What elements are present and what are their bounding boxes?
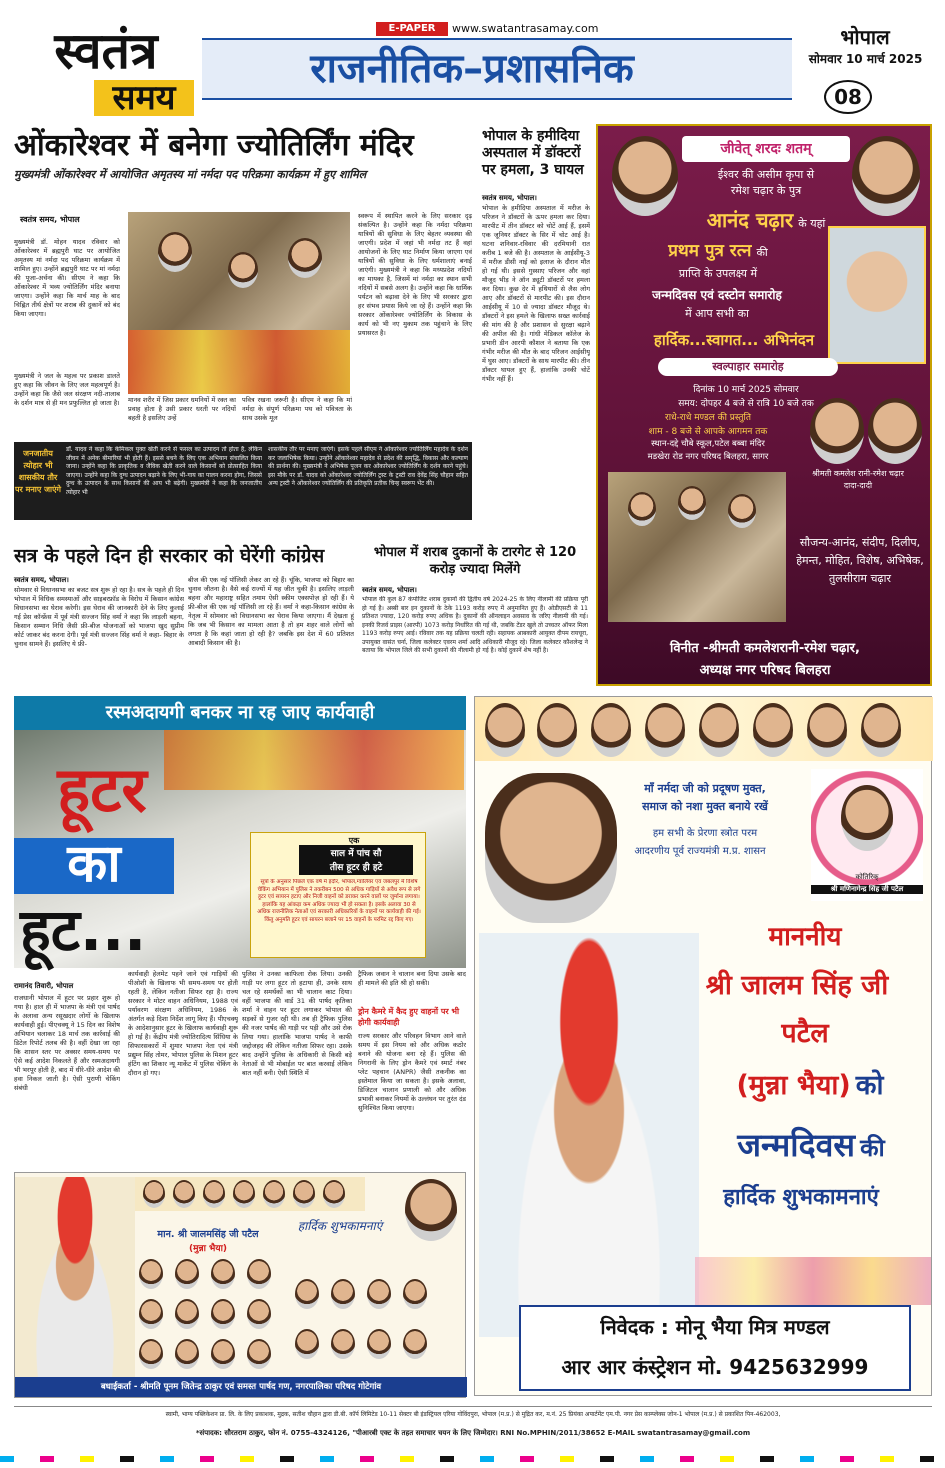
imprint-line2: *संपादक: सौरतराम ठाकुर, फोन नं. 0755-4324126, "पीआरबी एक्ट के तहत समाचार चयन के लिए जिम्मेदार। RNI No.MPHIN/2011/38652 E-MAIL swatantrasamay@gmail.com [195, 1429, 751, 1437]
hooter-byline: रामानंद तिवारी, भोपाल [14, 982, 74, 990]
ad2-flowers [695, 1257, 931, 1305]
ad1-grandparents: श्रीमती कमलेश रानी-रमेश चढ़ार [812, 469, 904, 478]
lead-box-text2: शासकीय तौर पर मनाए जाएंगे। इसके पहले सीएम ने ओंकारेश्वर ज्योतिर्लिंग महादेव के दर्शन कर जलाभिषेक किया। उन्होंने ओंकारेश्वर महादेव से प्रदेश की समृद्धि, विकास और कल्याण की प्रार्थना की। मुख्यमंत्री ने अभिषेक पूजन कर ओंकारेश्वर ज्योतिर्लिंग के दर्शन करने पहुंचे। इस मौके पर डॉ. यादव को ओंकारेश्वर ज्योतिर्लिंग ट्रस्ट के ट्रस्टी राव देवेंद्र सिंह चौहान सहित अन्य ट्रस्टी ने ओंकारेश्वर ज्योतिर्लिंग की प्रतिकृति प्रतीक चिन्ह स्वरूप भेंट की। [268, 446, 468, 487]
hooter-col2: कार्यवाही हेलमेट पहने जाने एवं गाड़ियों की पीओशी के खिलाफ भी समय-समय पर होती रहती है, लेकिन नतीजा सिफर रहा है। राज्य सरकार ने मोटर वाहन अधिनियम, 1988 एवं पर्यावरण संरक्षण अधिनियम, 1986 के अंतर्गत कड़े दिशा निर्देश लागू किए हैं। पीएचक्यू के आदेशानुसार हूटर के खिलाफ कार्यवाही शुरू हो गई है। केंद्रीय मंत्री ज्योतिरादित्य सिंधिया के सिफारसकारों में शुमार भाजपा नेता एवं मंत्री प्रद्युम्न सिंह तोमर, भोपाल पुलिस के मिशन हूटर हंटिंग का शिकार न्यू मार्केट में पुलिस चेकिंग के दौरान हो गए। [128, 970, 238, 1077]
hamidia-byline: स्वतंत्र समय, भोपाल। [482, 194, 537, 202]
ad2-line2: आदरणीय पूर्व राज्यमंत्री म.प्र. शासन [634, 846, 766, 857]
ad3-subtitle: (मुन्ना भैया) [188, 1244, 228, 1254]
ad1-family-photo [608, 472, 786, 622]
jalam-singh-ad[interactable] [474, 696, 932, 1396]
ad2-leaders-row [475, 697, 933, 761]
lead-box-text1: डॉ. यादव ने कहा कि केमिकल युक्त खेती करने से फसल का उत्पादन तो होता है, लेकिन जीवन में अनेक बीमारियां भी होती हैं। इससे बचने के लिए एक अभियान संचालित किया जाना। उन्होंने कहा कि प्राकृतिक व जैविक खेती करने वाले किसानों को प्रोत्साहित किया जाएगा। उन्होंने कहा कि दुग्ध उत्पादन बढ़ाने के लिए भी-गाय का पालन करना होगा, जिससे दुग्ध के उत्पादन के साथ किसानों की आय भी बढ़ेगी। मुख्यमंत्री ने कहा कि जनजातीय त्योहार भी [66, 446, 262, 496]
ad1-details2: समय: दोपहर 4 बजे से रात्रि 10 बजे तक [678, 399, 814, 409]
ad3-footer: बधाईकर्ता - श्रीमति पूनम जितेन्द्र ठाकुर एवं समस्त पार्षद गण, नगरपालिका परिषद गोटेगांव [15, 1377, 467, 1397]
lead-col3: पवित्र रखना जरूरी है। सीएम ने कहा कि मां नर्मदा के संपूर्ण परिक्रमा पथ को पवित्रता के साथ उसके मूल [242, 396, 352, 422]
ad1-line6: में आप सभी का [685, 307, 749, 320]
ad2-footer1: निवेदक : मोनू भैया मित्र मण्डल [600, 1315, 830, 1339]
hooter-big3: हूट... [20, 896, 147, 964]
imprint-rule [14, 1406, 932, 1407]
inset-title3: तीस हूटर ही हटे [329, 863, 383, 873]
ad1-father-photo [612, 136, 678, 216]
epaper-badge: E-PAPER [376, 22, 448, 36]
hooter-big2: का [67, 834, 121, 894]
ad2-inset [811, 769, 923, 901]
ad1-grandmother-photo [810, 398, 864, 464]
ad1-topline: जीवेत् शरदः शतम् [682, 136, 850, 162]
hooter-col3: पुलिस ने उनका काफिला रोक लिया। उनकी गाड़ी पर लगा हूटर तो हटाया ही, उनके साथ चल रहे समर्थकों का भी चालान काट दिया। वहीं भाजपा की वार्ड 31 की पार्षद कृतिका शर्मा ने वाहन पर हूटर लगाकर भोपाल की सड़कों से गुजर रही थी। तब ही ट्रैफिक पुलिस की नजर पार्षद की गाड़ी पर पड़ी और उसे रोक लिया गया। हालांकि भाजपा पार्षद ने काफी जद्दोजहद की लेकिन नतीजा सिफर रहा। उसके बाद उन्होंने पुलिस के अधिकारी से किसी बड़े नेताओं से भी मोबाईल पर बात करवाई लेकिन बात नहीं बनी। ऐसी स्थिति में [242, 970, 352, 1077]
lead-subhead: मुख्यमंत्री ओंकारेश्वर में आयोजित अमृतस्य मां नर्मदा पद परिक्रमा कार्यक्रम में हुए शामिल [14, 168, 367, 181]
lead-headline: ओंकारेश्वर में बनेगा ज्योतिर्लिंग मंदिर [14, 128, 414, 163]
date: सोमवार 10 मार्च 2025 [808, 52, 923, 66]
liquor-headline: भोपाल में शराब दुकानों के टारगेट से 120 करोड़ ज्यादा मिलेंगे [373, 545, 577, 577]
ad1-grandfather2-photo [868, 398, 922, 464]
ad1-line3-suffix: की [756, 246, 768, 259]
ad1-details5: स्थान-दद्दे चौबे स्कूल,पटेल बब्बा मंदिर [651, 439, 765, 449]
ad2-name3-suffix: को [855, 1070, 884, 1101]
hooter-col4b: राज्य सरकार और परिवहन विभाग आने वाले समय में इस नियम को और अधिक कठोर बनाने की योजना बना रहे हैं। पुलिस की निगरानी के लिए ड्रोन कैमरे एवं स्मार्ट नंबर प्लेट पहचान (ANPR) जैसी तकनीक का इस्तेमाल किया जा सकता है। इसके अलावा, डिजिटल चालान प्रणाली को और अधिक प्रभावी बनाकर नियमों के उल्लंघन पर तुरंत दंड सुनिश्चित किया जाएगा। [358, 1032, 466, 1112]
ad1-line5: जन्मदिवस एवं दस्टोन समारोह [652, 288, 782, 302]
lead-col1: मुख्यमंत्री डॉ. मोहन यादव रविवार को ओंकारेश्वर में ब्रह्मपुरी घाट पर आयोजित अमृतस्य मां नर्मदा पद परिक्रमा कार्यक्रम में शामिल हुए। उन्होंने ब्रह्मपुरी घाट पर मां नर्मदा की पूजा-अर्चना की। सीएम ने कहा कि ओंकारेश्वर में भव्य ज्योतिर्लिंग मंदिर बनाया जाएगा। उन्होंने कहा कि मार्च माह के बाद चिह्नित तीर्थ क्षेत्रों पर शराब की दुकानें को बंद किया जाएगा। [14, 238, 120, 318]
logo[interactable] [16, 24, 196, 122]
lead-col1b: मुख्यमंत्री ने जल के महत्व पर प्रकाश डालते हुए कहा कि जीवन के लिए जल महत्वपूर्ण है। उन्होंने कहा कि जैसे जल संरक्षण नदी-तालाब के दर्शन मात्र से ही मन प्रफुल्लित हो जाता है। [14, 372, 120, 407]
ad3-title: मान. श्री जालमसिंह जी पटैल [157, 1229, 259, 1240]
ad1-name-suffix: के यहां [798, 217, 826, 230]
ad1-details3: राधे-राधे मण्डल की प्रस्तुति [665, 413, 751, 423]
ad2-slogan1: माँ नर्मदा जी को प्रदूषण मुक्त, [644, 782, 766, 795]
section-title: राजनीतिक–प्रशासनिक [310, 46, 634, 92]
hamidia-body: भोपाल के हमीदिया अस्पताल में मरीज के परिजन ने डॉक्टरों के ऊपर हमला कर दिया। मारपीट में तीन डॉक्टर को चोटें आई हैं, इसमें एक जूनियर डॉक्टर के सिर में चोट आई है। घटना शनिवार-रविवार की दरमियानी रात करीब 1 बजे की है। अस्पताल के आईसीयू-3 में मरीज डीसी नाई को इलाज के दौरान मौत हो गई थी। इससे गुस्साए परिजन और वहां मौजूद भीड़ ने ऑन ड्यूटी डॉक्टरों पर हमला कर दिया। कुछ देर में हथियारों से लैस लोग आए और डॉक्टरों से मारपीट की। इस दौरान आईसीयू में 10 से ज्यादा डॉक्टर मौजूद थे। डॉक्टरों ने इस हमले के खिलाफ सख्त कार्रवाई की मांग की है और प्रशासन से सुरक्षा बढ़ाने की अपील की है। गांधी मेडिकल कॉलेज के प्रभारी डीन आरपी कौशल ने बताया कि एक गंभीर मरीज की मौत के बाद परिजन आईसीयू में घुस आए। डॉक्टरों के साथ मारपीट की। तीन डॉक्टर घायल हुए हैं, हालांकि उनकी चोटें गंभीर नहीं हैं। [482, 204, 590, 383]
congress-col1: सोमवार से विधानसभा का बजट सत्र शुरू हो रहा है। सत्र के पहले ही दिन भोपाल में विधिक समस्याओं और साइबरफ्रॉड के विरोध में किसान कांग्रेस विधानसभा का घेराव करेगी। इस घेराव की जानकारी देने के लिए कुलाई गई प्रेस कॉन्फ्रेंस में पूर्व मंत्री सज्जन सिंह वर्मा ने कहा कि लाड़ली बहना, किसान सम्मान निधि जैसी फ्री-बीज योजनाओं को भाजपा खुद सुप्रीम कोर्ट जाकर बंद करना देगी। पूर्व मंत्री सज्जन सिंह वर्मा ने कहा- बिहार के चुनाव सामने हैं। इसलिए ये फ्री- [14, 586, 184, 648]
ad1-line3: प्रथम पुत्र रत्न [668, 241, 752, 261]
congress-byline: स्वतंत्र समय, भोपाल। [14, 576, 69, 584]
liquor-body: भोपाल की कुल 87 कंपोजिट शराब दुकानों की द्वितीय वर्ष 2024-25 के लिए नीलामी की प्रक्रिया पूरी हो गई है। अब्बी बार इन दुकानों के ठेके 1193 करोड़ रुपए में अनुमानित हुए हैं। ओडीएसटी से 11 प्रतिशत ज्यादा, 120 करोड़ रुपए अधिक है। दुकानों की ऑनलाइन अवसाव के जरिए नीलामी की गई। इनकी रिजर्व प्राइस (आरपी) 1073 करोड़ निर्धारित की गई थी, जबकि टेंडर खुले तो उच्चतर ऑफर मिला 1193 करोड़ रुपए आई। रविवार तक यह प्रक्रिया चलती रही। सहायक आबकारी आयुक्त दीपम रायचूरा, उपायुक्त वासंत चर्ना, जिला कलेक्टर एवरम शर्मा आदि अधिकारी मौजूद रहे। जिला कलेक्टर कौशलेन्द्र ने बताया कि भोपाल जिले की सभी दुकानों की नीलामी हो गई है। कोई दुकानें शेष नहीं है। [362, 596, 588, 654]
ad1-line1: ईश्वर की असीम कृपा से [717, 168, 815, 181]
hooter-big1: हूटर [57, 753, 147, 826]
hooter-banner: रस्मअदायगी बनकर ना रह जाए कार्यवाही [14, 696, 466, 730]
ad1-details6: मडखेरा रोड नगर परिषद बिलहरा, सागर [647, 452, 769, 462]
ad3-script: हार्दिक शुभकामनाएं [297, 1219, 383, 1233]
lead-box-label: जनजातीय त्योहार भी शासकीय तौर पर मनाए जाएंगे [14, 449, 62, 494]
ad2-name3: (मुन्ना भैया) [736, 1070, 851, 1101]
ad3-portrait [15, 1177, 135, 1377]
congress-headline: सत्र के पहले दिन ही सरकार को घेरेंगी कांग्रेस [14, 545, 325, 567]
ad2-wish1-suffix: की [860, 1134, 885, 1162]
ad1-details1: दिनांक 10 मार्च 2025 सोमवार [693, 385, 799, 395]
ad1-footer2: अध्यक्ष नगर परिषद बिलहरा [699, 663, 831, 678]
page-number: 08 [824, 80, 872, 114]
ad1-family: सौजन्य-आनंद, संदीप, दिलीप, हेमन्त, मोहित, विशेष, अभिषेक, तुलसीराम चढ़ार [796, 536, 924, 585]
ad1-grandfather-photo [852, 136, 920, 216]
ad3-youth-photo [405, 1179, 457, 1241]
ad2-main-photo [479, 933, 699, 1337]
hooter-col4a: ट्रैफिक जवान ने चालान बना दिया उसके बाद ही मामले की इति श्री हो सकी। [358, 970, 466, 987]
inset-title1: एक [348, 836, 360, 845]
ad2-wish1: जन्मदिवस [737, 1126, 855, 1164]
ad1-line7: हार्दिक...स्वागत... अभिनंदन [653, 331, 815, 349]
ad1-grandparents2: दादा-दादी [843, 481, 873, 490]
cm-puja-photo [128, 212, 350, 394]
ad2-inset-tag: कोतिरिक् [855, 873, 879, 881]
inset-body: सूत्रों के अनुसार पिछले एक वर्ष में इंदौर, भोपाल,ग्वालियर एवं जबलपुर में विशेष चेकिंग अभियान में पुलिस ने तकरीबन 500 से अधिक गाड़ियों से अवैध रूप से लगे हूटर एवं सायरन हटाए और निजी वाहनों को डराकर करने वालों पर जुर्माना लगाया। हालांकि यह आंकड़ा कम अधिक ज्यादा भी हो सकता है। इसके अलावा 30 से अधिक राजनीतिक नेताओं एवं सरकारी अधिकारियों के वाहनों पर कार्यवाही की गई। किंतु अनुमति हूटर एवं सायरन बजाने पर 15 वाहनों के परमिट रद्द किए गए। [257, 879, 421, 923]
congress-col2: बीज की एक नई पॉलिसी लेकर आ रहे हैं। चूंकि, भाजपा को बिहार का चुनाव जीतना है। वैसे कई राज्यों में यह जीत चुकी है। इसलिए लाड़ली बहना और महाराष्ट्र सहित तमाम ऐसी स्कीम एक्सपोज़ हो रही हैं। ये फ्री-बीज की एक नई पॉलिसी ला रहे हैं। वर्मा ने कहा-किसान कांग्रेस के नेतृत्व में सोमवार को विधानसभा का घेराव किया जाएगा। मैं देखता हूं कि जब भी किसान का मामला आता है तो हम शहर वाले लोगों को लगता है कि कहां जाता हो रही है? जबकि इस देश में 60 प्रतिशत आबादी किसान की है। [188, 576, 354, 647]
ad1-banner: स्वल्पाहार समारोह [658, 358, 838, 376]
ad2-footer2: आर आर कंस्ट्रेशन मो. 9425632999 [561, 1355, 869, 1379]
imprint-line1: स्वामी, भाग्य पब्लिकेशन प्रा. लि. के लिए प्रकाशक, मुद्रक, सतीश चौहान द्वारा डी.बी. कॉर्प लिमिटेड 10-11 सेक्टर बी इंडस्ट्रियल एरिया गोविंदपुरा, भोपाल (म.प्र.) से मुद्रित कर, म.नं. 25 प्रियंका अपार्टमेंट एम.पी. नगर प्रेस काम्प्लेक्स जोन-1 भोपाल (म.प्र.) से प्रकाशित पिन-462003, [165, 1411, 781, 1418]
logo-line2: समय [112, 78, 176, 118]
city: भोपाल [840, 25, 890, 49]
ad1-footer1: विनीत -श्रीमती कमलेशरानी-रमेश चढ़ार, [670, 641, 860, 656]
color-registration-bar [0, 1456, 945, 1462]
ad2-name1: श्री जालम सिंह जी [705, 970, 889, 1001]
ad1-details4: शाम - 8 बजे से आपके आगमन तक [648, 427, 768, 437]
website-link[interactable]: www.swatantrasamay.com [452, 22, 599, 35]
lead-col4: स्वरूप में स्थापित करने के लिए सरकार दृढ़ संकल्पित है। उन्होंने कहा कि नर्मदा परिक्रमा यात्रियों की सुविधा के लिए बेहतर व्यवस्था की जाएगी। प्रदेश में जहां भी नर्मदा तट हैं वहां आयोजनों के लिए घाट निर्माण किया जाएगा एवं यात्रियों की सुविधा के लिए धर्मशालाएं बनाई जाएंगी। मुख्यमंत्री ने कहा कि मध्यप्रदेश नदियों का मायका है, जिसमें मां नर्मदा का स्थान सभी नदियों में सबसे अलग है। उन्होंने कहा कि धार्मिक पर्यटन को बढ़ावा देने के लिए भी सरकार द्वारा हर संभव प्रयास किये जा रहे हैं। उन्होंने कहा कि सरकार ओंकारेश्वर ज्योतिर्लिंग के विकास के कार्य को भी नए मुकाम तक पहुंचाने के लिए प्रयासरत है। [358, 212, 472, 337]
hooter-col1: राजधानी भोपाल में हूटर पर प्रहार शुरू हो गया है। हाल ही में भाजपा के मंत्री एवं पार्षद के अलावा अन्य रसूखदार लोगों के खिलाफ कार्यवाही हुई। पीएचक्यू ने 15 दिन का विशेष अभियान चलाकर 18 मार्च तक कार्रवाई की डिटेल रिपोर्ट तलब की है। वहीं देखा जा रहा कि शासन स्तर पर अक्सर समय-समय पर ऐसे कई आदेश निकलते हैं और रस्मअदायगी भी भरपूर होती है, बाद में धीरे-धीरे आदेश की हवा निकल जाती है। ऐसी पुराणी चेकिंग संबंधी [14, 994, 120, 1092]
gotegaon-ad[interactable] [14, 1172, 466, 1398]
ad2-slogan2: समाज को नशा मुक्त बनाये रखें [642, 800, 768, 813]
hamidia-headline: भोपाल के हमीदिया अस्पताल में डॉक्टरों पर हमला, 3 घायल [482, 128, 584, 178]
logo-line1: स्वतंत्र [54, 22, 158, 80]
inset-title2: साल में पांच सौ [330, 849, 382, 859]
ad2-name2: पटैल [781, 1018, 829, 1049]
masthead [0, 0, 945, 120]
hooter-inset [250, 832, 426, 958]
ad3-leaders-row [135, 1177, 365, 1211]
ad2-wish2: हार्दिक शुभकामनाएं [723, 1185, 879, 1210]
lead-box [14, 442, 472, 520]
birthday-ad[interactable] [596, 124, 932, 686]
liquor-byline: स्वतंत्र समय, भोपाल। [362, 586, 417, 594]
car-flowers [164, 730, 464, 790]
hooter-col4-head: ड्रोन कैमरे में कैद हुए वाहनों पर भी होगी कार्यवाही [358, 1007, 460, 1027]
ad3-councillors-grid [135, 1259, 461, 1375]
ad1-name: आनंद चढ़ार [706, 208, 794, 232]
ad1-line4: प्राप्ति के उपलक्ष्य में [678, 267, 758, 280]
lead-col2: मानव शरीर में जिस प्रकार धमनियों में रक्त का प्रवाह होता है उसी प्रकार धरती पर नदियों बहती है इसलिए उन्हें [128, 396, 236, 422]
ad2-line1: हम सभी के प्रेरणा स्त्रोत परम [652, 828, 758, 839]
ad2-honorific: माननीय [768, 922, 842, 952]
ad1-line2: रमेश चढ़ार के पुत्र [730, 184, 802, 197]
lead-byline: स्वतंत्र समय, भोपाल [20, 215, 80, 224]
ad2-inset-caption: श्री मणिनागेन्द्र सिंह जी पटैल [811, 885, 923, 894]
